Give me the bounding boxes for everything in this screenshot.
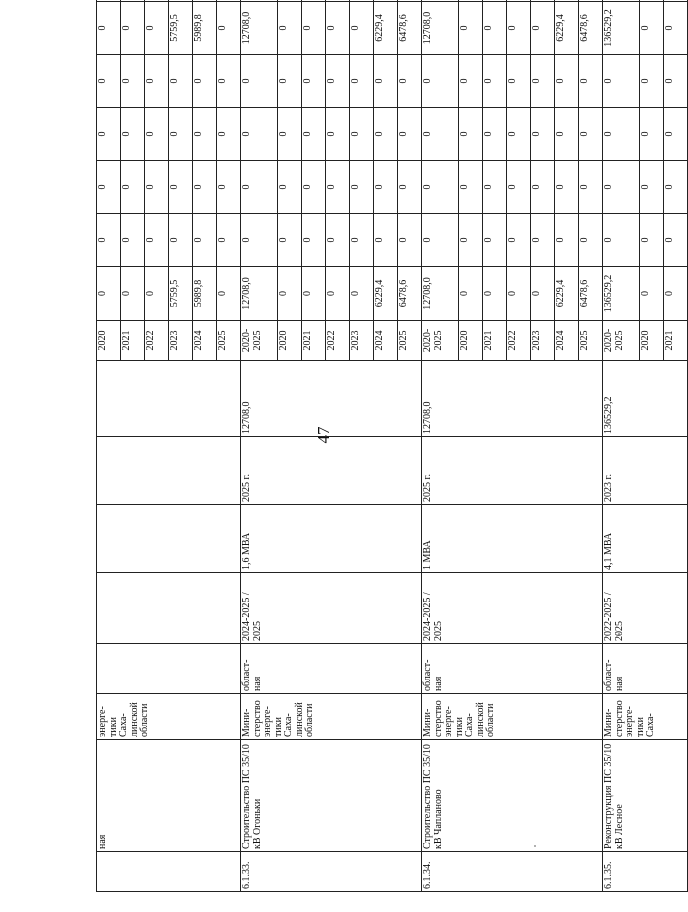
total-cost-cell: 136529,2 — [603, 361, 688, 437]
funding-value-cell: 0 — [217, 108, 241, 161]
funding-value-cell: 0 — [507, 267, 531, 321]
funding-value-cell: 12708,0 — [422, 2, 459, 55]
funding-value-cell: 0 — [326, 108, 350, 161]
funding-value-cell: 0 — [398, 161, 422, 214]
funding-value-cell: 6229,4 — [374, 267, 398, 321]
funding-value-cell: 0 — [278, 108, 302, 161]
total-cost-cell: 12708,0 — [422, 361, 603, 437]
funding-value-cell: 5989,8 — [193, 267, 217, 321]
funding-value-cell: 0 — [121, 108, 145, 161]
funding-value-cell: 0 — [97, 55, 121, 108]
capacity-cell: 1,6 МВА — [241, 505, 422, 573]
funding-value-cell: 0 — [97, 161, 121, 214]
funding-value-cell: 0 — [193, 55, 217, 108]
funding-value-cell: 0 — [483, 108, 507, 161]
year-cell: 2023 — [350, 321, 374, 361]
year-cell: 2025 — [579, 321, 603, 361]
funding-value-cell: 0 — [145, 55, 169, 108]
funding-value-cell: 0 — [169, 214, 193, 267]
year-cell: 2020 — [97, 321, 121, 361]
funding-value-cell: 0 — [422, 161, 459, 214]
funding-value-cell: 0 — [459, 55, 483, 108]
funding-value-cell: 0 — [555, 108, 579, 161]
commission-date-cell: 2025 г. — [241, 437, 422, 505]
funding-value-cell: 6478,6 — [398, 2, 422, 55]
funding-value-cell: 0 — [531, 108, 555, 161]
year-cell: 2022 — [326, 321, 350, 361]
funding-value-cell: 0 — [145, 108, 169, 161]
funding-value-cell: 0 — [241, 55, 278, 108]
funding-value-cell: 5759,5 — [169, 267, 193, 321]
funding-value-cell: 0 — [350, 55, 374, 108]
funding-value-cell: 0 — [193, 214, 217, 267]
year-cell: 2020-2025 — [241, 321, 278, 361]
funding-value-cell: 0 — [241, 108, 278, 161]
row-number-cell: 6.1.33. — [241, 852, 422, 892]
funding-value-cell: 0 — [555, 161, 579, 214]
note-cell — [121, 0, 145, 2]
note-cell — [145, 0, 169, 2]
funding-value-cell: 0 — [483, 2, 507, 55]
funding-value-cell: 0 — [302, 161, 326, 214]
funding-value-cell: 0 — [326, 2, 350, 55]
funding-value-cell: 0 — [145, 161, 169, 214]
funding-value-cell: 0 — [302, 267, 326, 321]
funding-value-cell: 0 — [302, 55, 326, 108]
table-row — [422, 0, 459, 892]
funding-value-cell: 0 — [579, 161, 603, 214]
funding-value-cell: 0 — [483, 267, 507, 321]
table-row — [97, 0, 121, 892]
funding-value-cell: 0 — [350, 108, 374, 161]
funding-value-cell: 0 — [374, 108, 398, 161]
year-cell: 2021 — [664, 321, 688, 361]
funding-value-cell: 0 — [97, 214, 121, 267]
funding-value-cell: 0 — [193, 108, 217, 161]
row-number-cell — [97, 852, 241, 892]
funding-value-cell: 0 — [603, 161, 640, 214]
note-cell — [603, 0, 640, 2]
funding-value-cell: 0 — [398, 108, 422, 161]
year-cell: 2025 — [217, 321, 241, 361]
year-cell: 2024 — [374, 321, 398, 361]
year-cell: 2020-2025 — [603, 321, 640, 361]
funding-value-cell: 0 — [145, 2, 169, 55]
funding-value-cell: 12708,0 — [241, 267, 278, 321]
year-cell: 2023 — [169, 321, 193, 361]
page-number: 47 — [314, 426, 333, 444]
budget-source-cell: област-ная — [241, 644, 422, 694]
note-cell — [507, 0, 531, 2]
funding-value-cell: 0 — [278, 161, 302, 214]
commission-date-cell: 2025 г. — [422, 437, 603, 505]
funding-value-cell: 0 — [278, 2, 302, 55]
funding-value-cell: 0 — [121, 55, 145, 108]
funding-value-cell: 0 — [603, 108, 640, 161]
funding-value-cell: 0 — [531, 267, 555, 321]
note-cell — [350, 0, 374, 2]
year-cell: 2023 — [531, 321, 555, 361]
period-cell: 2024-2025 / 2025 — [422, 573, 603, 644]
capacity-cell: 1 МВА — [422, 505, 603, 573]
period-cell: 2022-2025 / 2025 — [603, 573, 688, 644]
responsible-org-cell: Мини-стерство энерге-тики Саха- — [603, 694, 688, 740]
funding-value-cell: 0 — [664, 55, 688, 108]
year-cell: 2020 — [278, 321, 302, 361]
funding-value-cell: 0 — [579, 108, 603, 161]
funding-value-cell: 0 — [531, 214, 555, 267]
funding-value-cell: 0 — [664, 2, 688, 55]
funding-value-cell: 0 — [664, 161, 688, 214]
funding-value-cell: 0 — [278, 214, 302, 267]
funding-value-cell: 0 — [483, 55, 507, 108]
funding-value-cell: 0 — [459, 108, 483, 161]
year-cell: 2025 — [398, 321, 422, 361]
year-cell: 2021 — [121, 321, 145, 361]
note-cell — [398, 0, 422, 2]
funding-value-cell: 0 — [664, 108, 688, 161]
funding-value-cell: 0 — [640, 214, 664, 267]
funding-value-cell: 0 — [640, 267, 664, 321]
funding-value-cell: 0 — [302, 2, 326, 55]
funding-value-cell: 0 — [169, 161, 193, 214]
table-row — [241, 0, 278, 892]
funding-value-cell: 0 — [121, 267, 145, 321]
rotated-document-table — [96, 9, 675, 892]
project-name-cell: Строительство ПС 35/10 кВ Чапланово — [422, 740, 603, 852]
funding-value-cell: 0 — [483, 161, 507, 214]
funding-value-cell: 6229,4 — [555, 267, 579, 321]
funding-value-cell: 0 — [398, 55, 422, 108]
funding-value-cell: 0 — [507, 108, 531, 161]
table-row — [603, 0, 640, 892]
year-cell: 2020 — [459, 321, 483, 361]
capacity-cell — [97, 505, 241, 573]
budget-source-cell: област-ная — [422, 644, 603, 694]
funding-value-cell: 0 — [326, 161, 350, 214]
funding-value-cell: 0 — [422, 108, 459, 161]
funding-value-cell: 136529,2 — [603, 2, 640, 55]
funding-value-cell: 0 — [145, 267, 169, 321]
funding-value-cell: 0 — [398, 214, 422, 267]
funding-value-cell: 0 — [507, 214, 531, 267]
year-cell: 2024 — [555, 321, 579, 361]
period-cell: 2024-2025 / 2025 — [241, 573, 422, 644]
funding-value-cell: 0 — [531, 55, 555, 108]
funding-value-cell: 0 — [374, 161, 398, 214]
funding-value-cell: 0 — [422, 55, 459, 108]
project-name-cell: Реконструкция ПС 35/10 кВ Лесное — [603, 740, 688, 852]
total-cost-cell: 12708,0 — [241, 361, 422, 437]
funding-value-cell: 0 — [664, 214, 688, 267]
funding-value-cell: 0 — [603, 55, 640, 108]
funding-value-cell: 0 — [326, 55, 350, 108]
funding-value-cell: 0 — [193, 161, 217, 214]
note-cell — [326, 0, 350, 2]
funding-value-cell: 6478,6 — [398, 267, 422, 321]
funding-value-cell: 0 — [278, 55, 302, 108]
funding-value-cell: 0 — [217, 2, 241, 55]
note-cell — [278, 0, 302, 2]
funding-value-cell: 0 — [302, 214, 326, 267]
program-table — [96, 0, 688, 892]
funding-value-cell: 0 — [640, 108, 664, 161]
funding-value-cell: 0 — [97, 108, 121, 161]
funding-value-cell: 136529,2 — [603, 267, 640, 321]
note-cell — [193, 0, 217, 2]
funding-value-cell: 0 — [579, 214, 603, 267]
funding-value-cell: 0 — [97, 2, 121, 55]
note-cell — [217, 0, 241, 2]
project-name-cell: ная — [97, 740, 241, 852]
funding-value-cell: 0 — [374, 55, 398, 108]
funding-value-cell: 0 — [350, 2, 374, 55]
funding-value-cell: 12708,0 — [422, 267, 459, 321]
funding-value-cell: 6229,4 — [374, 2, 398, 55]
funding-value-cell: 6478,6 — [579, 267, 603, 321]
row-number-cell: 6.1.34. — [422, 852, 603, 892]
funding-value-cell: 0 — [241, 161, 278, 214]
funding-value-cell: 0 — [302, 108, 326, 161]
funding-value-cell: 0 — [664, 267, 688, 321]
funding-value-cell: 0 — [555, 55, 579, 108]
note-cell — [374, 0, 398, 2]
note-cell — [302, 0, 326, 2]
funding-value-cell: 0 — [459, 161, 483, 214]
funding-value-cell: 0 — [459, 214, 483, 267]
funding-value-cell: 0 — [374, 214, 398, 267]
note-cell — [531, 0, 555, 2]
funding-value-cell: 0 — [459, 267, 483, 321]
funding-value-cell: 0 — [278, 267, 302, 321]
funding-value-cell: 0 — [169, 55, 193, 108]
funding-value-cell: 0 — [640, 161, 664, 214]
funding-value-cell: 0 — [422, 214, 459, 267]
period-cell — [97, 573, 241, 644]
note-cell — [422, 0, 459, 2]
funding-value-cell: 0 — [217, 55, 241, 108]
commission-date-cell: 2023 г. — [603, 437, 688, 505]
funding-value-cell: 0 — [350, 267, 374, 321]
funding-value-cell: 0 — [555, 214, 579, 267]
year-cell: 2024 — [193, 321, 217, 361]
funding-value-cell: 0 — [169, 108, 193, 161]
funding-value-cell: 0 — [603, 214, 640, 267]
note-cell — [555, 0, 579, 2]
funding-value-cell: 0 — [459, 2, 483, 55]
year-cell: 2022 — [145, 321, 169, 361]
funding-value-cell: 0 — [579, 55, 603, 108]
capacity-cell: 4,1 МВА — [603, 505, 688, 573]
funding-value-cell: 5759,5 — [169, 2, 193, 55]
table-body — [97, 0, 688, 892]
funding-value-cell: 0 — [217, 161, 241, 214]
funding-value-cell: 0 — [97, 267, 121, 321]
funding-value-cell: 0 — [217, 267, 241, 321]
funding-value-cell: 0 — [483, 214, 507, 267]
project-name-cell: Строительство ПС 35/10 кВ Огоньки — [241, 740, 422, 852]
note-cell — [97, 0, 121, 2]
note-cell — [579, 0, 603, 2]
year-cell: 2021 — [483, 321, 507, 361]
funding-value-cell: 6229,4 — [555, 2, 579, 55]
funding-value-cell: 0 — [350, 161, 374, 214]
note-cell — [169, 0, 193, 2]
commission-date-cell — [97, 437, 241, 505]
budget-source-cell — [97, 644, 241, 694]
funding-value-cell: 0 — [640, 2, 664, 55]
year-cell: 2021 — [302, 321, 326, 361]
note-cell — [640, 0, 664, 2]
note-cell — [664, 0, 688, 2]
funding-value-cell: 0 — [640, 55, 664, 108]
funding-value-cell: 0 — [241, 214, 278, 267]
funding-value-cell: 0 — [326, 214, 350, 267]
funding-value-cell: 0 — [121, 2, 145, 55]
year-cell: 2020-2025 — [422, 321, 459, 361]
funding-value-cell: 6478,6 — [579, 2, 603, 55]
funding-value-cell: 0 — [145, 214, 169, 267]
funding-value-cell: 5989,8 — [193, 2, 217, 55]
funding-value-cell: 0 — [507, 161, 531, 214]
year-cell: 2022 — [507, 321, 531, 361]
funding-value-cell: 0 — [326, 267, 350, 321]
budget-source-cell: област-ная — [603, 644, 688, 694]
note-cell — [241, 0, 278, 2]
funding-value-cell: 0 — [350, 214, 374, 267]
funding-value-cell: 12708,0 — [241, 2, 278, 55]
funding-value-cell: 0 — [121, 214, 145, 267]
note-cell — [483, 0, 507, 2]
responsible-org-cell: Мини-стерство энерге-тики Саха-линской области — [422, 694, 603, 740]
total-cost-cell — [97, 361, 241, 437]
funding-value-cell: 0 — [507, 2, 531, 55]
year-cell: 2020 — [640, 321, 664, 361]
funding-value-cell: 0 — [121, 161, 145, 214]
funding-value-cell: 0 — [217, 214, 241, 267]
responsible-org-cell: Мини-стерство энерге-тики Саха-линской области — [241, 694, 422, 740]
responsible-org-cell: энерге-тики Саха-линской области — [97, 694, 241, 740]
note-cell — [459, 0, 483, 2]
funding-value-cell: 0 — [507, 55, 531, 108]
funding-value-cell: 0 — [531, 161, 555, 214]
row-number-cell: 6.1.35. — [603, 852, 688, 892]
funding-value-cell: 0 — [531, 2, 555, 55]
